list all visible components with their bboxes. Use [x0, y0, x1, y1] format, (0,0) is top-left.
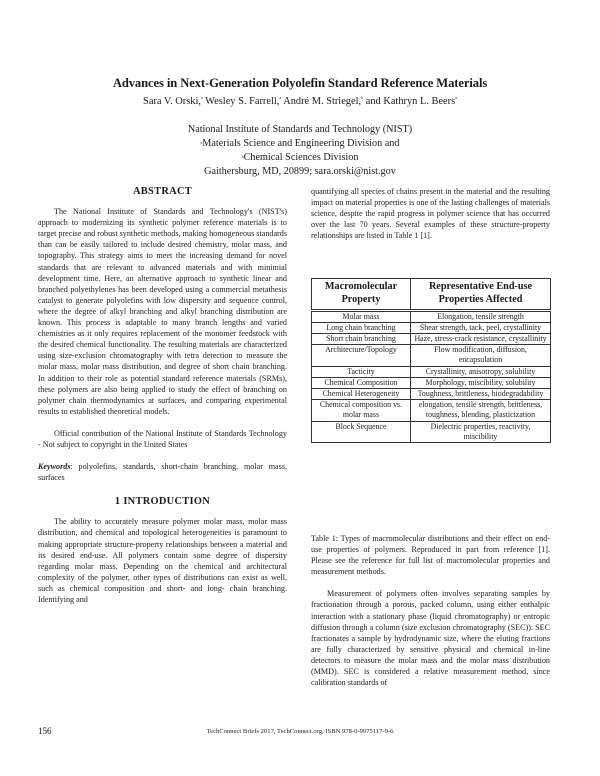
division-b-text: Chemical Sciences Division [243, 152, 359, 163]
table-cell: Flow modification, diffusion, encapsulation [411, 345, 551, 366]
table-row [312, 322, 551, 333]
affiliation-block [0, 123, 600, 179]
table-caption: Table 1: Types of macromolecular distributions and their effect on end-use properties of polymers. Reproduced in part from reference [1]. Please see the reference for full list of macromolecular properties and measurement methods. [311, 534, 550, 577]
copyright-note: Official contribution of the National Institute of Standards Technology - Not subject to copyright in the United States [38, 428, 287, 449]
introduction-heading: 1 INTRODUCTION [114, 496, 211, 508]
table-cell: Haze, stress-crack resistance, crystallinity [411, 334, 551, 345]
table-cell: Dielectric properties, reactivity, miscibility [411, 421, 551, 442]
author: and Kathryn L. Beers [365, 96, 456, 107]
affiliation-mark: b [361, 95, 364, 100]
table-cell: Molar mass [312, 310, 411, 322]
table-cell: Long chain branching [312, 322, 411, 333]
table-1 [311, 278, 551, 443]
table-row [312, 421, 551, 442]
table-row [312, 366, 551, 377]
properties-table [311, 278, 551, 443]
table-header-row [312, 279, 551, 311]
table-row [312, 400, 551, 421]
table-cell: Elongation, tensile strength [411, 310, 551, 322]
table-row [312, 334, 551, 345]
intro-paragraph-part2: quantifying all species of chains present in the material and the resulting impact on material properties is one of the lasting challenges of materials science, despite the rapid progress in polymer science that has occurred over the last 70 years. Several examples of these structure-property relationships are listed in Table 1 [1]. [311, 187, 550, 241]
table-cell: Chemical Heterogeneity [312, 389, 411, 400]
keywords-label: Keywords [38, 462, 71, 472]
author: Sara V. Orski, [143, 96, 201, 107]
affiliation-mark: b [241, 154, 244, 159]
table-row [312, 377, 551, 388]
table-header: Representative End-use Properties Affected [411, 279, 551, 311]
address-and-email: Gaithersburg, MD, 20899; sara.orski@nist.gov [204, 166, 396, 177]
table-cell: Architecture/Topology [312, 345, 411, 366]
author-list [0, 96, 600, 107]
right-column-lower [311, 533, 550, 688]
table-cell: Shear strength, tack, peel, crystallinity [411, 322, 551, 333]
table-cell: Short chain branching [312, 334, 411, 345]
intro-paragraph-2: Measurement of polymers often involves separating samples by fractionation through a porous, packed column, using either enthalpic interaction with a stationary phase (liquid chromatography) or entropic diffusion through a column (size exclusion chromatography (SEC)). SEC fractionates a sample by hydrodynamic size, where the eluting fractions are fully characterized by sensitive physical and chemical in-line detectors to measure the molar mass and the molar mass distribution (MMD). SEC is considered a relative measurement method, since calibration standards of [311, 589, 550, 688]
table-row [312, 345, 551, 366]
affiliation-mark: a [200, 140, 203, 145]
keywords-text: : polyolefins, standards, short-chain branching, molar mass, surfaces [38, 462, 287, 483]
table-cell: Block Sequence [312, 421, 411, 442]
affiliation-mark: a [279, 95, 282, 100]
paper-title: Advances in Next-Generation Polyolefin Standard Reference Materials [112, 76, 488, 90]
table-cell: Morphology, miscibility, solubility [411, 377, 551, 388]
author: André M. Striegel, [283, 96, 362, 107]
right-column [311, 186, 550, 241]
division-a-text: Materials Science and Engineering Division and [202, 138, 400, 149]
footer-citation: TechConnect Briefs 2017, TechConnect.org, ISBN 978-0-9975117-9-6 [206, 728, 394, 735]
division-b [0, 151, 600, 165]
table-cell: Toughness, brittleness, biodegradability [411, 389, 551, 400]
table-row [312, 310, 551, 322]
abstract-heading: ABSTRACT [133, 186, 192, 197]
division-a [0, 137, 600, 151]
table-header: Macromolecular Property [312, 279, 411, 311]
table-cell: Crystallinity, anisotropy, solubility [411, 366, 551, 377]
author: Wesley S. Farrell, [205, 96, 280, 107]
table-row [312, 389, 551, 400]
institute-name: National Institute of Standards and Technology (NIST) [187, 124, 413, 135]
affiliation-mark: a [455, 95, 457, 100]
left-column [38, 186, 287, 605]
table-cell: Chemical Composition [312, 377, 411, 388]
affiliation-mark: a [200, 95, 203, 100]
page-number: 156 [38, 726, 52, 736]
abstract-paragraph: The National Institute of Standards and Technology's (NIST's) approach to modernizing its synthetic polymer reference materials is to target precise and robust synthetic methods, making homogeneous standards than can be easily tailored to include desired chemistry, molar mass, and topography. This strategy aims to meet the increasing demand for novel standards that are relevant to advanced materials and with minimial development time. Here, an alternative approach to synthetic linear and branched polyethylenes has been developed using a commercial metathesis catalyst to generate polyolefins with low dispersity and sequence control, where the degree of alkyl branching and alkyl branching distribution are known. This process is adaptable to many branch lengths and varied chemistries as it only requires replacement of the monomer feedstock with the desired chemical functionality. The resulting materials are characterized using size-exclusion chromatography with tetra detection to measure the molar mass, molar mass distribution, and degree of short chain branching. In addition to their role as potential standard reference materials (SRMs), these polymers are also being applied to study the effect of branching on polymer chain thermodynamics at surfaces, and comparing experimental results to established theoretical models. [38, 207, 287, 416]
table-cell: Chemical composition vs. molar mass [312, 400, 411, 421]
table-cell: elongation, tensile strength, brittleness, toughness, blending, plasticization [411, 400, 551, 421]
keywords [38, 461, 287, 483]
intro-paragraph-part1: The ability to accurately measure polymer molar mass, molar mass distribution, and chemical and topological heterogeneities is paramount to making appropriate structure-property relationships between a material and its desired end-use. All polymers contain some degree of dispersity regarding molar mass. Depending on the chemical and architectural complexity of the polymer, other types of distributions can exist as well, such as chemical composition and short- and long- chain branching. Identifying and [38, 517, 287, 604]
table-cell: Tacticity [312, 366, 411, 377]
